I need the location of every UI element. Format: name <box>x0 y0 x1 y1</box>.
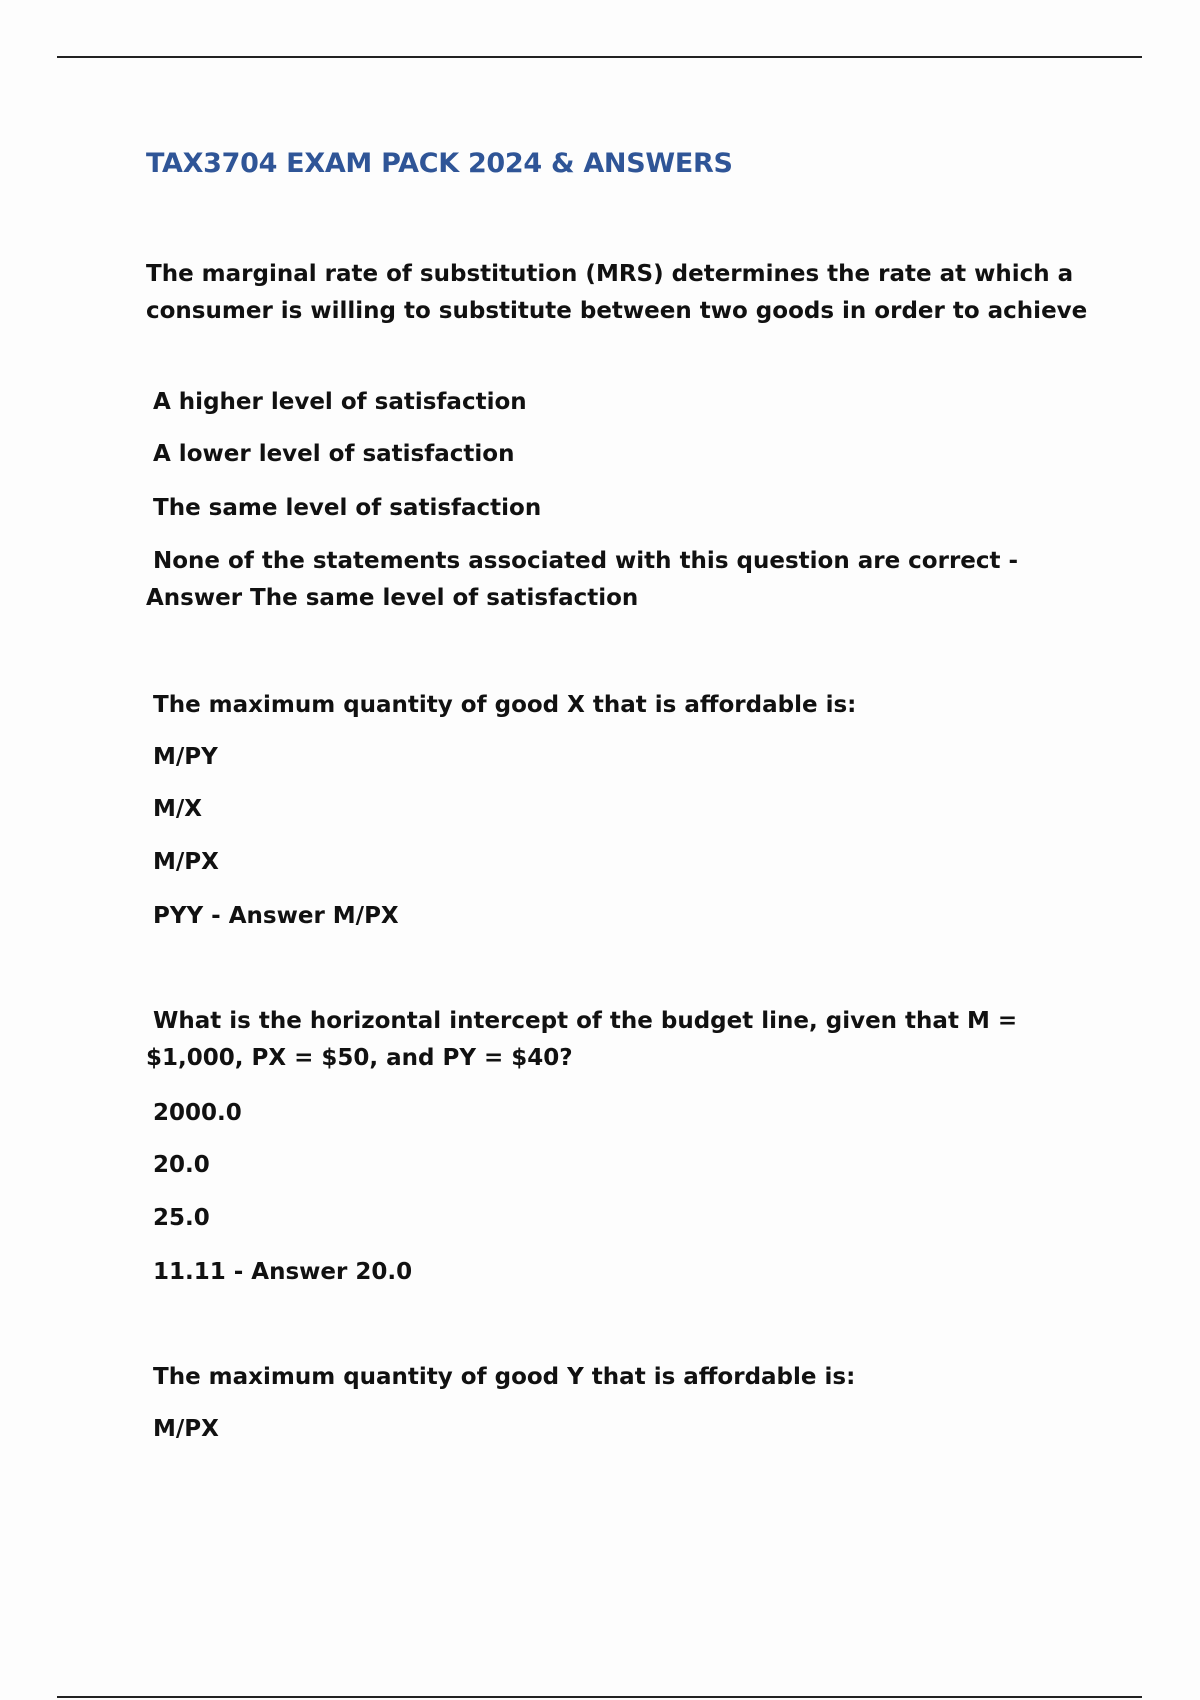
answer-option: PYY - Answer M/PX <box>153 903 399 929</box>
answer-option: 11.11 - Answer 20.0 <box>153 1259 413 1285</box>
answer-option: M/PX <box>153 849 219 875</box>
answer-option: 25.0 <box>153 1205 210 1231</box>
document-title: TAX3704 EXAM PACK 2024 & ANSWERS <box>146 148 733 179</box>
answer-option: None of the statements associated with this question are correct - Answer The same level of satisfaction <box>146 548 1019 611</box>
top-rule <box>57 56 1142 58</box>
bottom-rule <box>57 1696 1142 1698</box>
answer-option: The same level of satisfaction <box>153 495 542 521</box>
question-text: The maximum quantity of good X that is affordable is: <box>153 692 857 718</box>
answer-option: M/PY <box>153 744 218 770</box>
answer-option: M/PX <box>153 1416 219 1442</box>
answer-option: A higher level of satisfaction <box>153 389 527 415</box>
answer-option: 20.0 <box>153 1152 210 1178</box>
question-text: The marginal rate of substitution (MRS) determines the rate at which a consumer is willing to substitute between two goods in order to achieve <box>146 261 1088 324</box>
answer-option: A lower level of satisfaction <box>153 441 515 467</box>
question-text: The maximum quantity of good Y that is affordable is: <box>153 1364 856 1390</box>
question-text: What is the horizontal intercept of the budget line, given that M = $1,000, PX = $50, and PY = $40? <box>146 1008 1018 1071</box>
answer-option: M/X <box>153 796 203 822</box>
answer-option: 2000.0 <box>153 1100 242 1126</box>
